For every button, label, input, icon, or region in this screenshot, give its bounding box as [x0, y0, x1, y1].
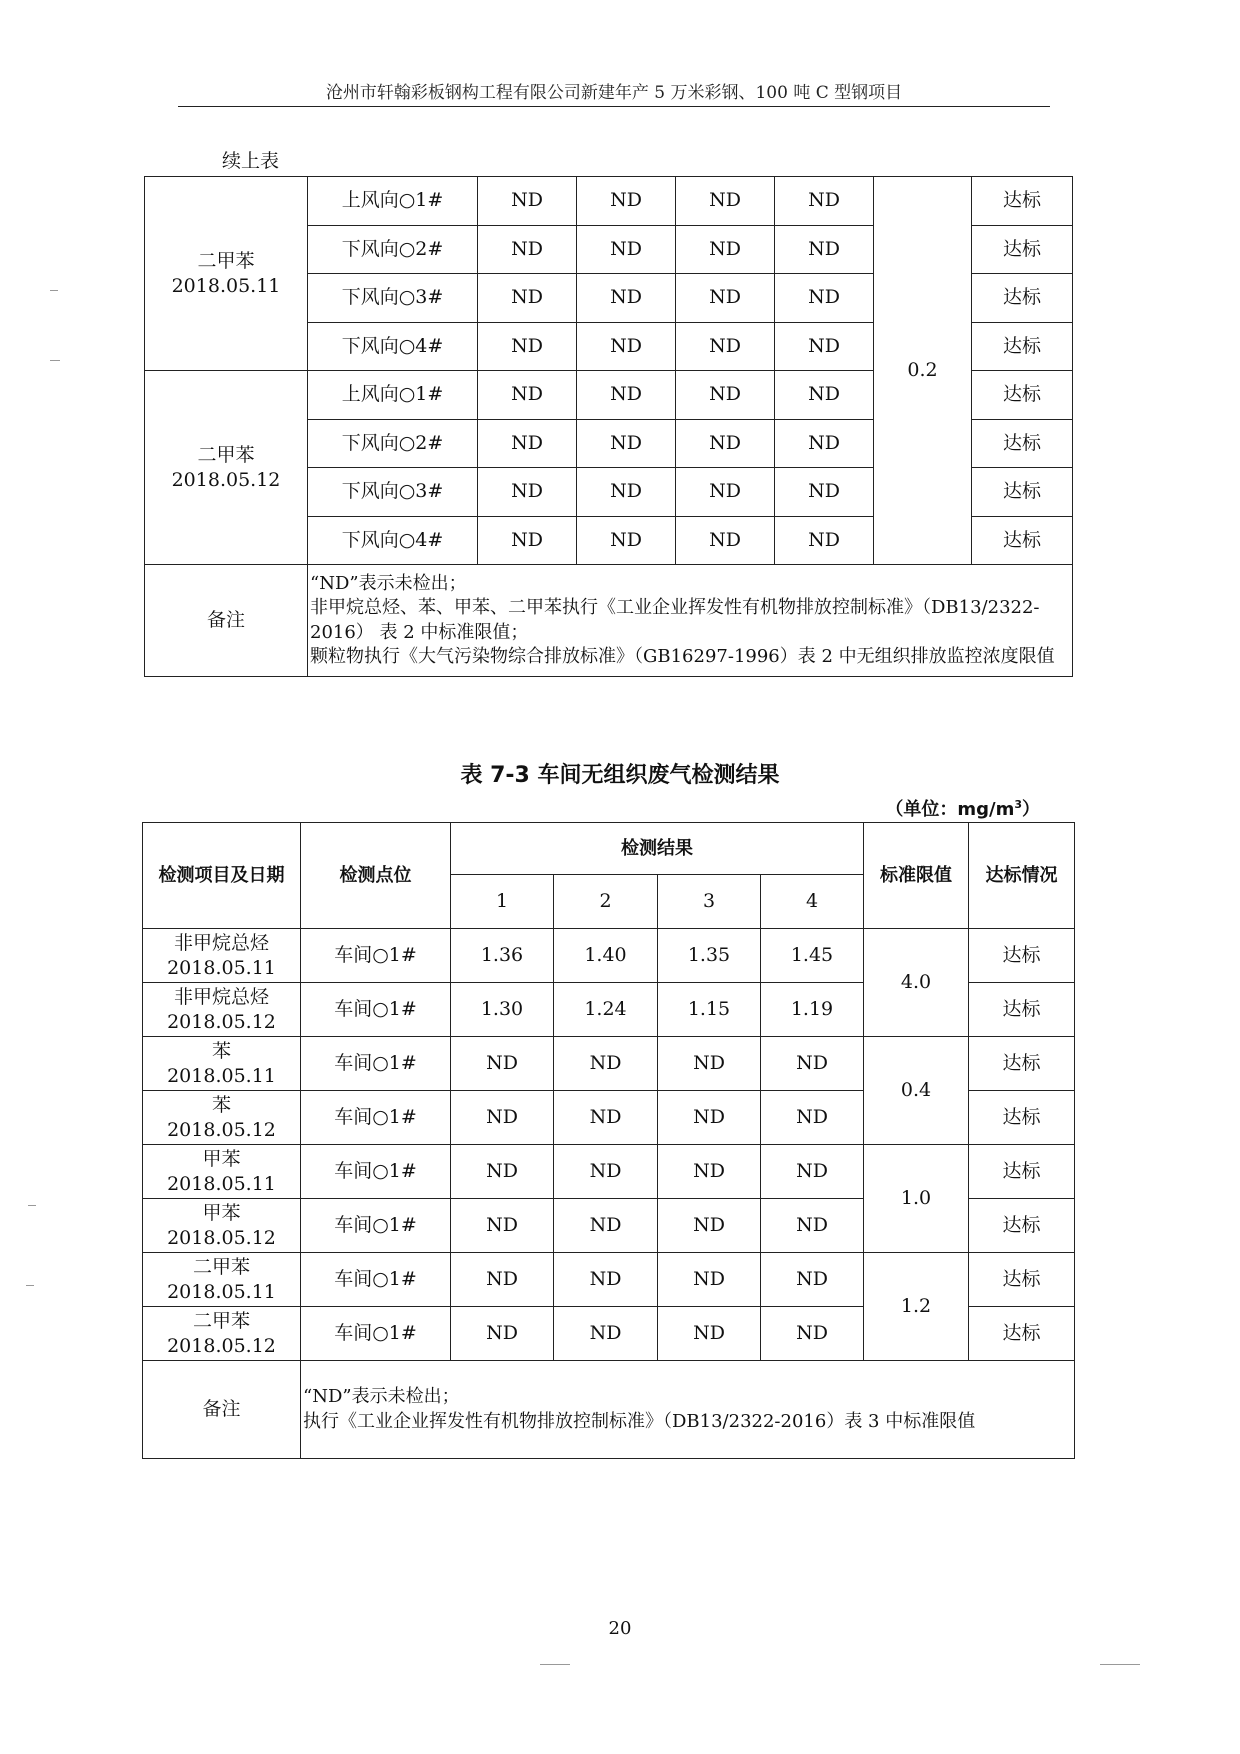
item-name: 二甲苯: [197, 249, 255, 272]
limit-cell: 0.4: [864, 1037, 969, 1145]
value-cell: ND: [775, 516, 874, 565]
status-cell: 达标: [972, 468, 1073, 517]
status-cell: 达标: [969, 1307, 1075, 1361]
point-cell: 车间○1#: [301, 929, 451, 983]
value-cell: ND: [478, 468, 577, 517]
value-cell: ND: [554, 1091, 658, 1145]
status-cell: 达标: [972, 516, 1073, 565]
value-cell: ND: [676, 516, 775, 565]
point-cell: 车间○1#: [301, 1199, 451, 1253]
header-limit: 标准限值: [864, 823, 969, 929]
value-cell: ND: [554, 1307, 658, 1361]
value-cell: ND: [676, 225, 775, 274]
page-header: 沧州市轩翰彩板钢构工程有限公司新建年产 5 万米彩钢、100 吨 C 型钢项目: [325, 83, 903, 103]
limit-cell: 0.2: [874, 177, 972, 565]
point-cell: 下风向○3#: [308, 468, 478, 517]
value-cell: ND: [478, 225, 577, 274]
value-cell: 1.36: [451, 929, 554, 983]
scan-mark: [50, 360, 60, 361]
item-name: 苯: [211, 1039, 231, 1062]
item-date: 2018.05.11: [171, 274, 281, 297]
value-cell: ND: [676, 177, 775, 226]
value-cell: ND: [775, 419, 874, 468]
limit-cell: 4.0: [864, 929, 969, 1037]
table-row: [143, 1037, 1075, 1091]
item-date: 2018.05.11: [167, 1064, 276, 1087]
value-cell: 1.30: [451, 983, 554, 1037]
point-cell: 车间○1#: [301, 1037, 451, 1091]
point-cell: 上风向○1#: [308, 371, 478, 420]
value-cell: ND: [775, 468, 874, 517]
value-cell: ND: [658, 1037, 761, 1091]
status-cell: 达标: [969, 1199, 1075, 1253]
item-date: 2018.05.11: [167, 1280, 276, 1303]
value-cell: ND: [478, 371, 577, 420]
continued-table: [144, 176, 1073, 677]
header-col-4: 4: [761, 875, 864, 929]
value-cell: 1.19: [761, 983, 864, 1037]
value-cell: 1.40: [554, 929, 658, 983]
scan-mark: [1100, 1664, 1140, 1665]
value-cell: ND: [676, 274, 775, 323]
item-date-cell: [143, 1145, 301, 1199]
value-cell: ND: [478, 177, 577, 226]
value-cell: ND: [577, 468, 676, 517]
value-cell: 1.35: [658, 929, 761, 983]
status-cell: 达标: [969, 983, 1075, 1037]
value-cell: ND: [577, 419, 676, 468]
scan-mark: [26, 1285, 34, 1286]
item-date: 2018.05.12: [167, 1334, 276, 1357]
header-rule: [178, 106, 1050, 107]
status-cell: 达标: [969, 929, 1075, 983]
note-content: [308, 565, 1073, 677]
value-cell: ND: [577, 274, 676, 323]
point-cell: 车间○1#: [301, 1091, 451, 1145]
item-date: 2018.05.12: [167, 1118, 276, 1141]
header-item-date: 检测项目及日期: [143, 823, 301, 929]
point-cell: 下风向○3#: [308, 274, 478, 323]
value-cell: ND: [451, 1199, 554, 1253]
limit-cell: 1.0: [864, 1145, 969, 1253]
item-date-cell: [145, 177, 308, 371]
status-cell: 达标: [969, 1145, 1075, 1199]
header-col-2: 2: [554, 875, 658, 929]
value-cell: ND: [775, 322, 874, 371]
header-status: 达标情况: [969, 823, 1075, 929]
item-name: 苯: [211, 1093, 231, 1116]
item-date-cell: [143, 1091, 301, 1145]
point-cell: 下风向○4#: [308, 516, 478, 565]
value-cell: ND: [478, 419, 577, 468]
value-cell: 1.24: [554, 983, 658, 1037]
value-cell: ND: [761, 1037, 864, 1091]
value-cell: ND: [658, 1253, 761, 1307]
value-cell: ND: [658, 1091, 761, 1145]
point-cell: 车间○1#: [301, 1145, 451, 1199]
value-cell: ND: [478, 274, 577, 323]
note-line: “ND”表示未检出；: [303, 1386, 460, 1408]
value-cell: ND: [775, 177, 874, 226]
item-name: 非甲烷总烃: [173, 985, 269, 1008]
value-cell: ND: [554, 1253, 658, 1307]
status-cell: 达标: [972, 225, 1073, 274]
value-cell: ND: [451, 1037, 554, 1091]
note-line: 执行《工业企业挥发性有机物排放控制标准》（DB13/2322-2016）表 3 中标准限值: [303, 1410, 976, 1432]
continued-label: 续上表: [222, 150, 280, 172]
item-name: 二甲苯: [197, 443, 255, 466]
value-cell: ND: [761, 1199, 864, 1253]
status-cell: 达标: [972, 177, 1073, 226]
status-cell: 达标: [972, 419, 1073, 468]
value-cell: ND: [658, 1307, 761, 1361]
value-cell: ND: [451, 1307, 554, 1361]
value-cell: 1.15: [658, 983, 761, 1037]
value-cell: ND: [775, 225, 874, 274]
table-row: [143, 1253, 1075, 1307]
item-date: 2018.05.11: [167, 1172, 276, 1195]
page-number: 20: [608, 1618, 632, 1639]
value-cell: ND: [554, 1199, 658, 1253]
value-cell: ND: [478, 516, 577, 565]
item-name: 二甲苯: [192, 1255, 250, 1278]
header-point: 检测点位: [301, 823, 451, 929]
table-caption: 表 7-3 车间无组织废气检测结果: [460, 763, 780, 788]
item-date-cell: [143, 1307, 301, 1361]
value-cell: ND: [676, 371, 775, 420]
item-date-cell: [143, 1253, 301, 1307]
note-content: [301, 1361, 1075, 1459]
item-date-cell: [145, 371, 308, 565]
point-cell: 下风向○2#: [308, 225, 478, 274]
value-cell: ND: [451, 1145, 554, 1199]
status-cell: 达标: [969, 1091, 1075, 1145]
item-date-cell: [143, 1199, 301, 1253]
note-label: 备注: [145, 565, 308, 677]
value-cell: ND: [554, 1037, 658, 1091]
value-cell: ND: [577, 371, 676, 420]
item-date: 2018.05.11: [167, 956, 276, 979]
item-date: 2018.05.12: [167, 1226, 276, 1249]
value-cell: ND: [761, 1307, 864, 1361]
value-cell: ND: [761, 1253, 864, 1307]
table-row: [145, 177, 1073, 226]
header-col-3: 3: [658, 875, 761, 929]
value-cell: ND: [676, 468, 775, 517]
item-date-cell: [143, 929, 301, 983]
table-row: [143, 929, 1075, 983]
item-name: 非甲烷总烃: [173, 931, 269, 954]
status-cell: 达标: [969, 1253, 1075, 1307]
status-cell: 达标: [972, 371, 1073, 420]
point-cell: 下风向○4#: [308, 322, 478, 371]
value-cell: ND: [676, 322, 775, 371]
value-cell: ND: [554, 1145, 658, 1199]
value-cell: ND: [775, 371, 874, 420]
status-cell: 达标: [972, 274, 1073, 323]
item-date: 2018.05.12: [171, 468, 281, 491]
table-row: [143, 1145, 1075, 1199]
workshop-emission-table: [142, 822, 1075, 1459]
value-cell: ND: [577, 516, 676, 565]
point-cell: 车间○1#: [301, 1253, 451, 1307]
note-row: [145, 565, 1073, 677]
value-cell: ND: [775, 274, 874, 323]
status-cell: 达标: [972, 322, 1073, 371]
value-cell: ND: [658, 1145, 761, 1199]
point-cell: 上风向○1#: [308, 177, 478, 226]
header-result: 检测结果: [451, 823, 864, 875]
value-cell: ND: [451, 1091, 554, 1145]
item-name: 甲苯: [202, 1201, 241, 1224]
point-cell: 下风向○2#: [308, 419, 478, 468]
note-line: 非甲烷总烃、苯、甲苯、二甲苯执行《工业企业挥发性有机物排放控制标准》（DB13/2322-2016） 表 2 中标准限值；: [310, 597, 1040, 643]
scan-mark: [50, 290, 58, 291]
limit-cell: 1.2: [864, 1253, 969, 1361]
value-cell: ND: [676, 419, 775, 468]
value-cell: 1.45: [761, 929, 864, 983]
header-row: [143, 823, 1075, 875]
point-cell: 车间○1#: [301, 983, 451, 1037]
value-cell: ND: [478, 322, 577, 371]
note-line: “ND”表示未检出；: [310, 572, 467, 594]
item-date-cell: [143, 1037, 301, 1091]
value-cell: ND: [577, 177, 676, 226]
status-cell: 达标: [969, 1037, 1075, 1091]
note-label: 备注: [143, 1361, 301, 1459]
scan-mark: [540, 1664, 570, 1665]
value-cell: ND: [761, 1091, 864, 1145]
value-cell: ND: [577, 322, 676, 371]
unit-label: （单位：$mg/m^3$）: [885, 798, 1040, 820]
value-cell: ND: [451, 1253, 554, 1307]
note-row: [143, 1361, 1075, 1459]
value-cell: ND: [761, 1145, 864, 1199]
value-cell: ND: [658, 1199, 761, 1253]
item-name: 甲苯: [202, 1147, 241, 1170]
header-col-1: 1: [451, 875, 554, 929]
item-name: 二甲苯: [192, 1309, 250, 1332]
scan-mark: [28, 1205, 36, 1206]
note-line: 颗粒物执行《大气污染物综合排放标准》（GB16297-1996）表 2 中无组织排放监控浓度限值: [310, 645, 1055, 667]
value-cell: ND: [577, 225, 676, 274]
item-date-cell: [143, 983, 301, 1037]
point-cell: 车间○1#: [301, 1307, 451, 1361]
item-date: 2018.05.12: [167, 1010, 276, 1033]
